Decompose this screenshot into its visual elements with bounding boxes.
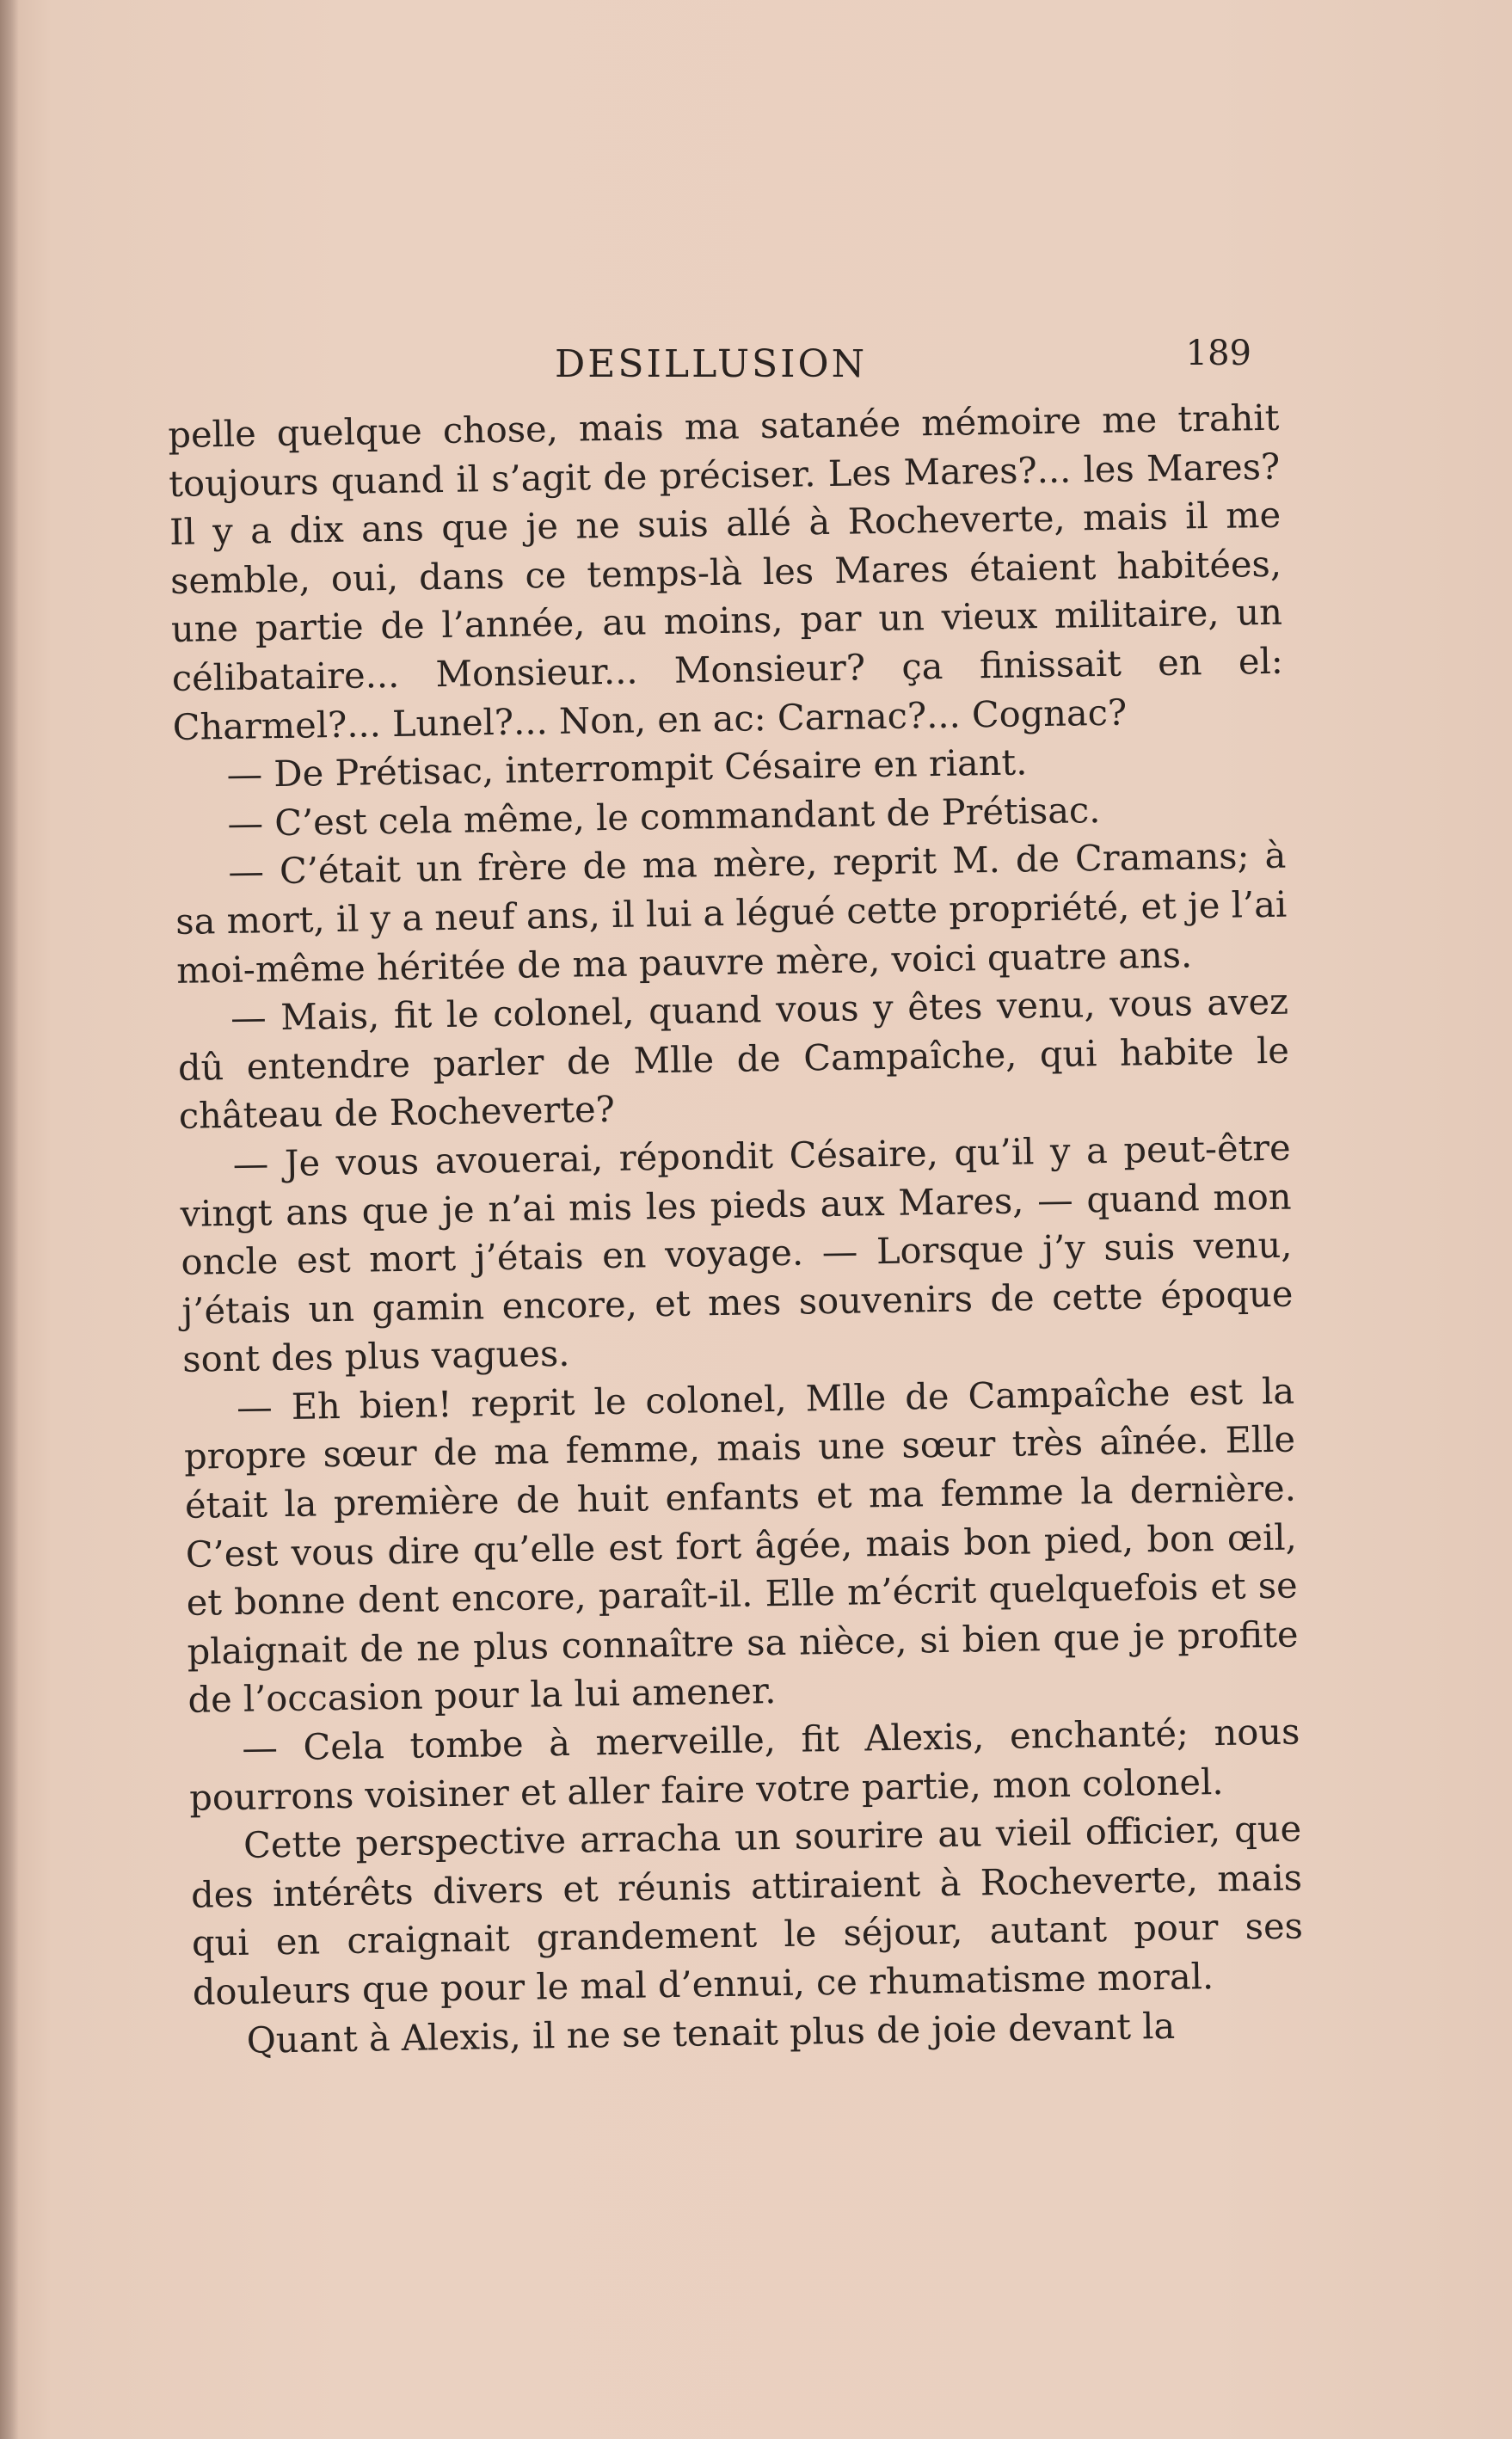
paragraph: — Mais, fit le colonel, quand vous y êtes venu, vous avez dû entendre parler de Mlle de Campaîche, qui habite le château de Rocheverte? bbox=[177, 980, 1290, 1138]
paragraph: — Eh bien! reprit le colonel, Mlle de Campaîche est la propre sœur de ma femme, mais une sœur très aînée. Elle était la première de huit enfants et ma femme la dernière. C’est vous dire qu’elle est fort âgée, mais bon pied, bon œil, et bonne dent encore, paraît-il. Elle m’écrit quelquefois et se plaignait de ne plus connaître sa nièce, si bien que je profite de l’occasion pour la lui amener. bbox=[183, 1369, 1299, 1722]
paragraph: Cette perspective arracha un sourire au vieil officier, que des intérêts divers et réunis attiraient à Rocheverte, mais qui en craignait grandement le séjour, autant pour ses douleurs que pour le mal d’ennui, ce rhumatisme moral. bbox=[190, 1807, 1304, 2013]
paragraph: — C’est cela même, le commandant de Prétisac. bbox=[227, 788, 1101, 845]
page-number: 189 bbox=[1185, 334, 1251, 373]
paragraph: — Je vous avouerai, répondit Césaire, qu’il y a peut-être vingt ans que je n’ai mis les pieds aux Mares, — quand mon oncle est mort j’étais en voyage. — Lorsque j’y suis venu, j’étais un gamin encore, et mes souvenirs de cette époque sont des plus vagues. bbox=[180, 1126, 1294, 1381]
paragraph: — C’était un frère de ma mère, reprit M. de Cramans; à sa mort, il y a neuf ans, il lui a légué cette propriété, et je l’ai moi-même héritée de ma pauvre mère, voici quatre ans. bbox=[175, 833, 1288, 992]
paragraph: — Cela tombe à merveille, fit Alexis, enchanté; nous pourrons voisiner et aller faire votre partie, mon colonel. bbox=[188, 1710, 1300, 1819]
paragraph: Quant à Alexis, il ne se tenait plus de joie devant la bbox=[246, 2004, 1176, 2061]
page-gutter-shadow bbox=[0, 0, 19, 2439]
page-header bbox=[168, 334, 1251, 394]
paragraph: pelle quelque chose, mais ma satanée mémoire me trahit toujours quand il s’agit de préciser. Les Mares?... les Mares? Il y a dix ans que je ne suis allé à Rocheverte, mais il me semble, oui, dans ce temps-là les Mares étaient habitées, une partie de l’année, au moins, par un vieux militaire, un célibataire... Monsieur... Monsieur? ça finissait en el: Charmel?... Lunel?... Non, en ac: Carnac?... Cognac? bbox=[168, 396, 1284, 748]
paragraph: — De Prétisac, interrompit Césaire en riant. bbox=[226, 740, 1028, 796]
body-text bbox=[168, 394, 1305, 2066]
running-title: DESILLUSION bbox=[555, 342, 868, 386]
